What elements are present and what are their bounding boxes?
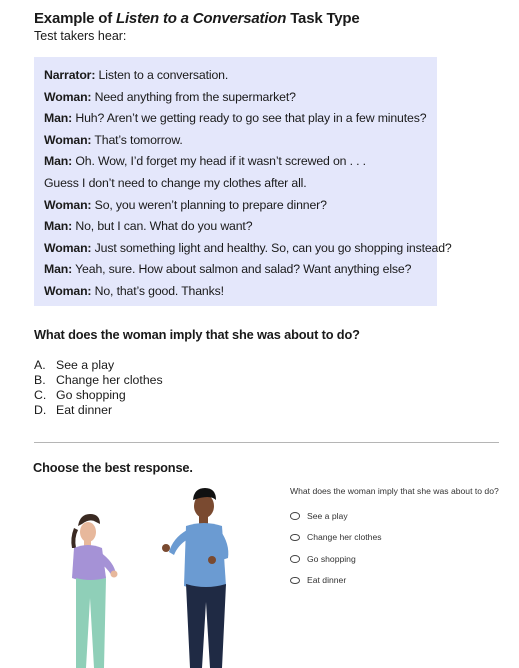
question-text: What does the woman imply that she was about to do? — [34, 327, 360, 342]
transcript-line — [44, 151, 437, 173]
option-text: Eat dinner — [56, 403, 113, 417]
transcript-line — [44, 173, 437, 195]
radio-circle-icon[interactable] — [290, 512, 300, 520]
utterance-text: Just something light and healthy. So, can you go shopping instead? — [91, 240, 452, 255]
utterance-text: So, you weren’t planning to prepare dinner? — [91, 197, 327, 212]
radio-option[interactable] — [290, 570, 382, 592]
utterance-text: That’s tomorrow. — [91, 132, 183, 147]
answer-option — [34, 403, 163, 418]
answer-option — [34, 373, 163, 388]
title-suffix: Task Type — [286, 10, 360, 27]
speaker-label: Woman: — [44, 197, 92, 212]
speaker-label: Man: — [44, 111, 73, 126]
transcript-line — [44, 195, 437, 217]
radio-label: Eat dinner — [307, 575, 347, 586]
answer-option — [34, 388, 163, 403]
speaker-label: Woman: — [44, 89, 92, 104]
radio-circle-icon[interactable] — [290, 555, 300, 563]
utterance-text: No, but I can. What do you want? — [72, 219, 253, 234]
speaker-label: Woman: — [44, 283, 92, 298]
transcript-line — [44, 65, 437, 87]
radio-circle-icon[interactable] — [290, 534, 300, 542]
transcript-line — [44, 281, 437, 303]
transcript-line — [44, 87, 437, 109]
option-letter: A. — [34, 358, 46, 372]
speaker-label: Man: — [44, 154, 73, 169]
page-subtitle: Test takers hear: — [34, 29, 127, 43]
option-text: Change her clothes — [56, 373, 163, 387]
utterance-text: Need anything from the supermarket? — [91, 89, 296, 104]
transcript-line — [44, 259, 437, 281]
radio-label: Change her clothes — [307, 532, 382, 543]
answer-option — [34, 358, 163, 373]
response-panel — [290, 505, 382, 591]
panel-question: What does the woman imply that she was about to do? — [290, 486, 499, 496]
choose-label: Choose the best response. — [33, 460, 193, 475]
speaker-label: Man: — [44, 262, 73, 277]
transcript-line — [44, 216, 437, 238]
radio-option[interactable] — [290, 548, 382, 570]
utterance-text: Listen to a conversation. — [95, 68, 229, 82]
title-task-name: Listen to a Conversation — [116, 10, 287, 27]
speaker-label: Woman: — [44, 132, 92, 147]
transcript-box — [34, 57, 452, 306]
section-divider — [34, 442, 499, 443]
speaker-label: Narrator: — [44, 68, 96, 82]
conversation-illustration — [30, 482, 290, 668]
utterance-text: Oh. Wow, I’d forget my head if it wasn’t screwed on . . . — [72, 154, 366, 169]
option-letter: D. — [34, 403, 47, 417]
speaker-label: Woman: — [44, 240, 92, 255]
radio-label: See a play — [307, 510, 348, 521]
utterance-text: No, that’s good. Thanks! — [91, 283, 224, 298]
radio-option[interactable] — [290, 527, 382, 549]
option-text: See a play — [56, 358, 115, 372]
transcript-line — [44, 130, 437, 152]
option-text: Go shopping — [56, 388, 126, 402]
utterance-text: Huh? Aren’t we getting ready to go see that play in a few minutes? — [72, 111, 427, 126]
answer-options — [34, 358, 163, 418]
option-letter: B. — [34, 373, 46, 387]
page-title — [34, 10, 360, 27]
radio-circle-icon[interactable] — [290, 577, 300, 585]
option-letter: C. — [34, 388, 47, 402]
transcript-line — [44, 108, 437, 130]
radio-label: Go shopping — [307, 553, 356, 564]
speaker-label: Man: — [44, 219, 73, 234]
utterance-text: Guess I don’t need to change my clothes after all. — [44, 175, 307, 190]
woman-figure — [71, 514, 117, 668]
radio-option[interactable] — [290, 505, 382, 527]
transcript-line — [44, 238, 452, 260]
man-figure — [162, 488, 228, 668]
utterance-text: Yeah, sure. How about salmon and salad? Want anything else? — [72, 262, 412, 277]
title-prefix: Example of — [34, 10, 116, 27]
